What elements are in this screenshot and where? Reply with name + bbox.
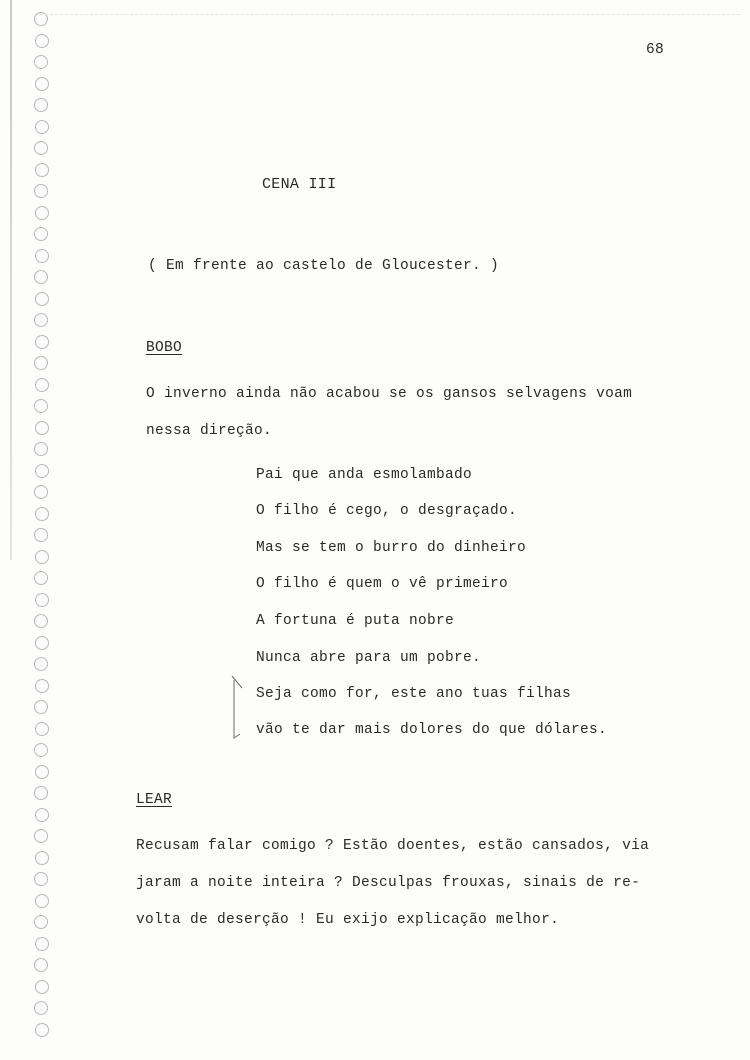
speech-line: volta de deserção ! Eu exijo explicação melhor. <box>136 912 560 928</box>
binding-hole <box>35 937 49 951</box>
binding-hole <box>34 184 48 198</box>
binding-hole <box>35 894 49 908</box>
binding-hole <box>35 722 49 736</box>
binding-hole <box>34 743 48 757</box>
verse-line: vão te dar mais dolores do que dólares. <box>256 722 608 738</box>
binding-hole <box>35 765 49 779</box>
binding-hole <box>34 528 48 542</box>
binding-hole <box>34 872 48 886</box>
verse-line: O filho é quem o vê primeiro <box>256 576 509 592</box>
binding-hole <box>34 915 48 929</box>
binding-hole <box>35 120 49 134</box>
binding-hole <box>35 163 49 177</box>
binding-hole <box>34 1001 48 1015</box>
binding-hole <box>35 507 49 521</box>
binding-hole <box>34 227 48 241</box>
speech-line: nessa direção. <box>146 423 273 439</box>
binding-hole <box>34 657 48 671</box>
verse-line: A fortuna é puta nobre <box>256 613 455 629</box>
speech-line: Recusam falar comigo ? Estão doentes, estão cansados, via <box>136 838 650 854</box>
binding-hole <box>35 464 49 478</box>
binding-spine-line <box>10 0 12 560</box>
binding-hole <box>34 141 48 155</box>
binding-holes <box>0 0 40 1060</box>
binding-hole <box>35 292 49 306</box>
binding-hole <box>35 335 49 349</box>
speech-line: O inverno ainda não acabou se os gansos selvagens voam <box>146 386 633 402</box>
binding-hole <box>34 399 48 413</box>
top-edge-rule <box>40 14 740 15</box>
binding-hole <box>34 571 48 585</box>
binding-hole <box>34 442 48 456</box>
binding-hole <box>35 421 49 435</box>
binding-hole <box>34 958 48 972</box>
binding-hole <box>34 55 48 69</box>
binding-hole <box>34 98 48 112</box>
scene-title: CENA III <box>262 176 337 193</box>
speaker-name-bobo: BOBO <box>146 340 183 356</box>
binding-hole <box>35 808 49 822</box>
binding-hole <box>34 270 48 284</box>
binding-hole <box>35 1023 49 1037</box>
binding-hole <box>35 980 49 994</box>
binding-hole <box>35 34 49 48</box>
binding-hole <box>34 829 48 843</box>
verse-line: Nunca abre para um pobre. <box>256 650 482 666</box>
binding-hole <box>35 851 49 865</box>
binding-hole <box>34 485 48 499</box>
verse-line: O filho é cego, o desgraçado. <box>256 503 518 519</box>
stage-direction: ( Em frente ao castelo de Gloucester. ) <box>148 258 500 274</box>
binding-hole <box>35 249 49 263</box>
binding-hole <box>35 378 49 392</box>
binding-hole <box>35 77 49 91</box>
binding-hole <box>35 206 49 220</box>
binding-hole <box>34 786 48 800</box>
binding-hole <box>34 313 48 327</box>
binding-hole <box>34 356 48 370</box>
verse-line: Pai que anda esmolambado <box>256 467 473 483</box>
binding-hole <box>34 614 48 628</box>
handwritten-bracket-mark <box>230 674 246 744</box>
binding-hole <box>35 593 49 607</box>
page-number: 68 <box>646 42 665 58</box>
binding-hole <box>35 550 49 564</box>
binding-hole <box>35 679 49 693</box>
binding-hole <box>34 700 48 714</box>
binding-hole <box>35 636 49 650</box>
speech-line: jaram a noite inteira ? Desculpas frouxas, sinais de re- <box>136 875 641 891</box>
speaker-name-lear: LEAR <box>136 792 173 808</box>
verse-line: Seja como for, este ano tuas filhas <box>256 686 572 702</box>
verse-line: Mas se tem o burro do dinheiro <box>256 540 527 556</box>
